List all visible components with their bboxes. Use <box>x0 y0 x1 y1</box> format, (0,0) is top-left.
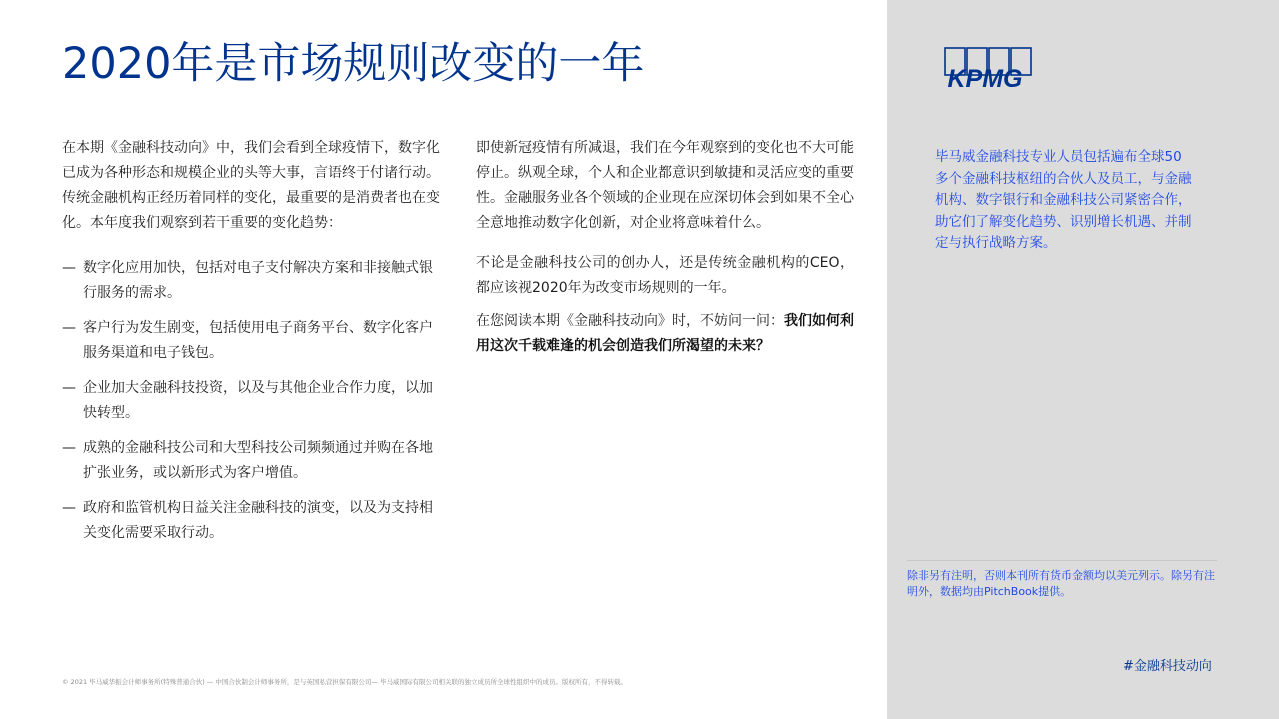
logo-text: KPMG <box>947 65 1023 90</box>
middle-column <box>476 136 854 359</box>
kpmg-description: 毕马威金融科技专业人员包括遍布全球50多个金融科技枢纽的合伙人及员工，与金融机构、数字银行和金融科技公司紧密合作，助它们了解变化趋势、识别增长机遇、并制定与执行战略方案。 <box>935 149 1192 251</box>
kpmg-logo <box>935 46 1039 90</box>
list-item <box>62 316 440 366</box>
sidebar <box>887 0 1279 719</box>
question-bold: 我们如何利用这次千载难逢的机会创造我们所渴望的未来？ <box>476 313 854 354</box>
list-item-text: 客户行为发生剧变，包括使用电子商务平台、数字化客户服务渠道和电子钱包。 <box>83 320 433 361</box>
paragraph-question <box>476 309 854 359</box>
dash-marker: — <box>62 440 76 456</box>
intro-paragraph: 在本期《金融科技动向》中，我们会看到全球疫情下，数字化已成为各种形态和规模企业的头等大事，言语终于付诸行动。传统金融机构正经历着同样的变化，最重要的是消费者也在变化。本年度我们观察到若干重要的变化趋势： <box>62 140 440 231</box>
list-item-text: 数字化应用加快，包括对电子支付解决方案和非接触式银行服务的需求。 <box>83 260 433 301</box>
list-item <box>62 496 440 546</box>
dash-marker: — <box>62 320 76 336</box>
dash-marker: — <box>62 500 76 516</box>
paragraph-covid: 即使新冠疫情有所减退，我们在今年观察到的变化也不大可能停止。纵观全球，个人和企业都意识到敏捷和灵活应变的重要性。金融服务业各个领域的企业现在应深切体会到如果不全心全意地推动数字化创新，对企业将意味着什么。 <box>476 140 854 231</box>
dash-marker: — <box>62 260 76 276</box>
page-title: 2020年是市场规则改变的一年 <box>62 39 645 89</box>
left-column <box>62 136 440 556</box>
list-item <box>62 436 440 486</box>
list-item-text: 政府和监管机构日益关注金融科技的演变，以及为支持相关变化需要采取行动。 <box>83 500 433 541</box>
dash-marker: — <box>62 380 76 396</box>
hashtag-label: #金融科技动向 <box>1123 659 1212 674</box>
currency-note: 除非另有注明，否则本刊所有货币金额均以美元列示。除另有注明外，数据均由PitchBook提供。 <box>907 569 1215 598</box>
list-item <box>62 256 440 306</box>
list-item <box>62 376 440 426</box>
trend-list <box>62 256 440 546</box>
list-item-text: 企业加大金融科技投资，以及与其他企业合作力度，以加快转型。 <box>83 380 433 421</box>
list-item-text: 成熟的金融科技公司和大型科技公司频频通过并购在各地扩张业务，或以新形式为客户增值。 <box>83 440 433 481</box>
paragraph-game-changer: 不论是金融科技公司的创办人，还是传统金融机构的CEO，都应该视2020年为改变市场规则的一年。 <box>476 255 854 296</box>
question-lead: 在您阅读本期《金融科技动向》时，不妨问一问： <box>476 313 784 329</box>
sidebar-divider <box>907 560 1217 561</box>
copyright-footer: © 2021 毕马威华振会计师事务所(特殊普通合伙) — 中国合伙制会计师事务所，是与英国私营担保有限公司— 毕马威国际有限公司相关联的独立成员所全球性组织中的成员。版权所有，不得转载。 <box>62 678 627 686</box>
